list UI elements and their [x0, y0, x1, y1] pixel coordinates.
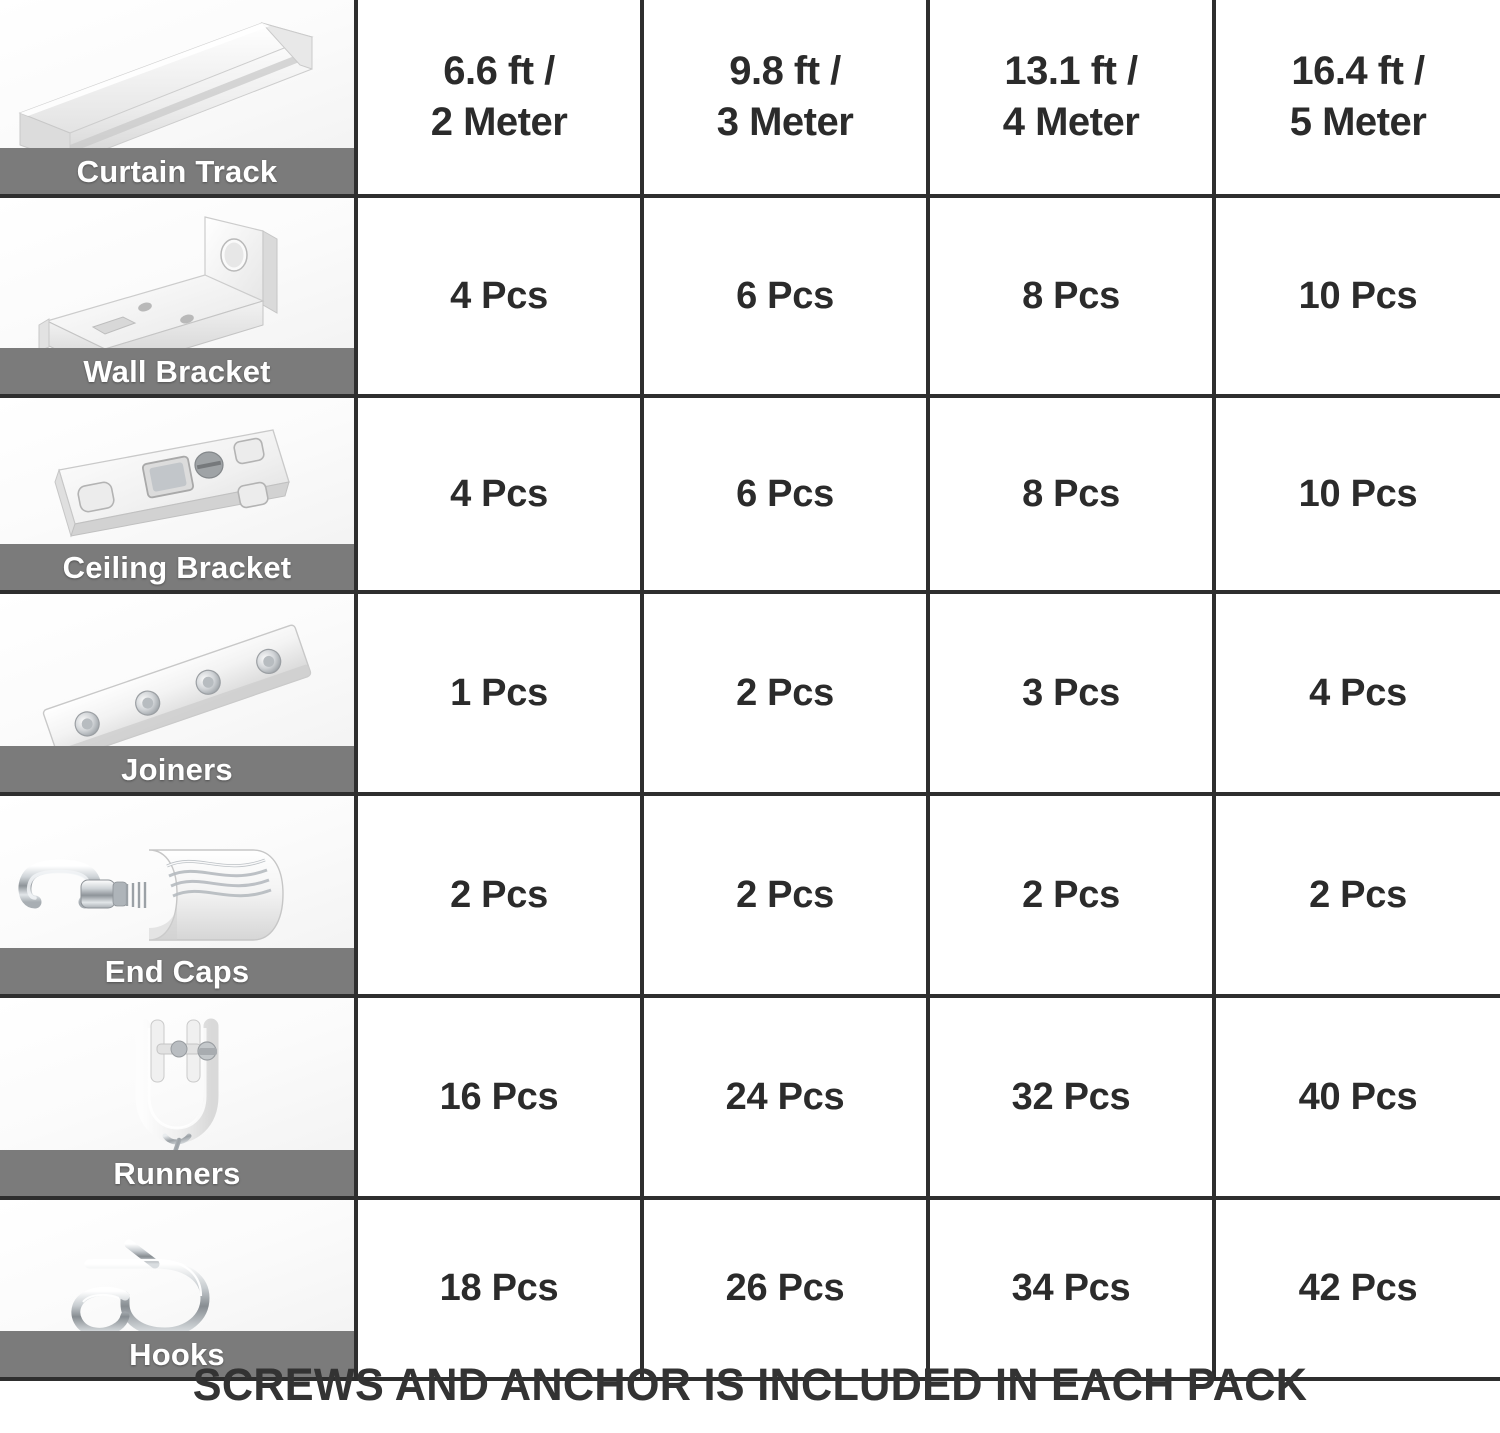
qty-runners-3m: 24 Pcs	[642, 996, 928, 1198]
column-header-4m	[928, 0, 1214, 196]
header-feet: 16.4 ft /	[1291, 48, 1425, 93]
qty-runners-5m: 40 Pcs	[1214, 996, 1500, 1198]
qty-joiners-3m: 2 Pcs	[642, 592, 928, 794]
qty-hooks-4m: 34 Pcs	[928, 1198, 1214, 1379]
header-feet: 13.1 ft /	[1004, 48, 1138, 93]
qty-end-caps-5m: 2 Pcs	[1214, 794, 1500, 996]
qty-joiners-4m: 3 Pcs	[928, 592, 1214, 794]
product-cell-curtain-track	[0, 0, 356, 196]
table-row	[0, 794, 1500, 996]
qty-ceiling-bracket-2m: 4 Pcs	[356, 396, 642, 592]
table-row	[0, 592, 1500, 794]
table-row	[0, 196, 1500, 396]
qty-hooks-3m: 26 Pcs	[642, 1198, 928, 1379]
product-cell-end-caps	[0, 794, 356, 996]
qty-joiners-2m: 1 Pcs	[356, 592, 642, 794]
product-cell-wall-bracket	[0, 196, 356, 396]
qty-wall-bracket-2m: 4 Pcs	[356, 196, 642, 396]
qty-ceiling-bracket-3m: 6 Pcs	[642, 396, 928, 592]
qty-wall-bracket-3m: 6 Pcs	[642, 196, 928, 396]
product-label: Wall Bracket	[0, 348, 354, 394]
product-label: End Caps	[0, 948, 354, 994]
product-label: Joiners	[0, 746, 354, 792]
qty-end-caps-4m: 2 Pcs	[928, 794, 1214, 996]
product-label: Curtain Track	[0, 148, 354, 194]
qty-ceiling-bracket-5m: 10 Pcs	[1214, 396, 1500, 592]
column-header-3m	[642, 0, 928, 196]
qty-end-caps-3m: 2 Pcs	[642, 794, 928, 996]
header-meter: 2 Meter	[430, 100, 568, 144]
qty-end-caps-2m: 2 Pcs	[356, 794, 642, 996]
qty-hooks-2m: 18 Pcs	[356, 1198, 642, 1379]
product-cell-ceiling-bracket	[0, 396, 356, 592]
product-label: Runners	[0, 1150, 354, 1196]
qty-runners-2m: 16 Pcs	[356, 996, 642, 1198]
table-row	[0, 396, 1500, 592]
column-header-5m	[1214, 0, 1500, 196]
qty-joiners-5m: 4 Pcs	[1214, 592, 1500, 794]
product-label: Hooks	[0, 1331, 354, 1377]
header-meter: 4 Meter	[1002, 100, 1140, 144]
header-feet: 9.8 ft /	[729, 48, 841, 93]
qty-ceiling-bracket-4m: 8 Pcs	[928, 396, 1214, 592]
header-meter: 3 Meter	[716, 100, 854, 144]
product-cell-joiners	[0, 592, 356, 794]
footer-note: SCREWS AND ANCHOR IS INCLUDED IN EACH PACK	[192, 1358, 1308, 1410]
qty-runners-4m: 32 Pcs	[928, 996, 1214, 1198]
header-meter: 5 Meter	[1289, 100, 1427, 144]
column-header-2m	[356, 0, 642, 196]
header-feet: 6.6 ft /	[443, 48, 555, 93]
product-cell-runners	[0, 996, 356, 1198]
product-label: Ceiling Bracket	[0, 544, 354, 590]
qty-wall-bracket-4m: 8 Pcs	[928, 196, 1214, 396]
qty-wall-bracket-5m: 10 Pcs	[1214, 196, 1500, 396]
table-row	[0, 996, 1500, 1198]
qty-hooks-5m: 42 Pcs	[1214, 1198, 1500, 1379]
table-header-row	[0, 0, 1500, 196]
